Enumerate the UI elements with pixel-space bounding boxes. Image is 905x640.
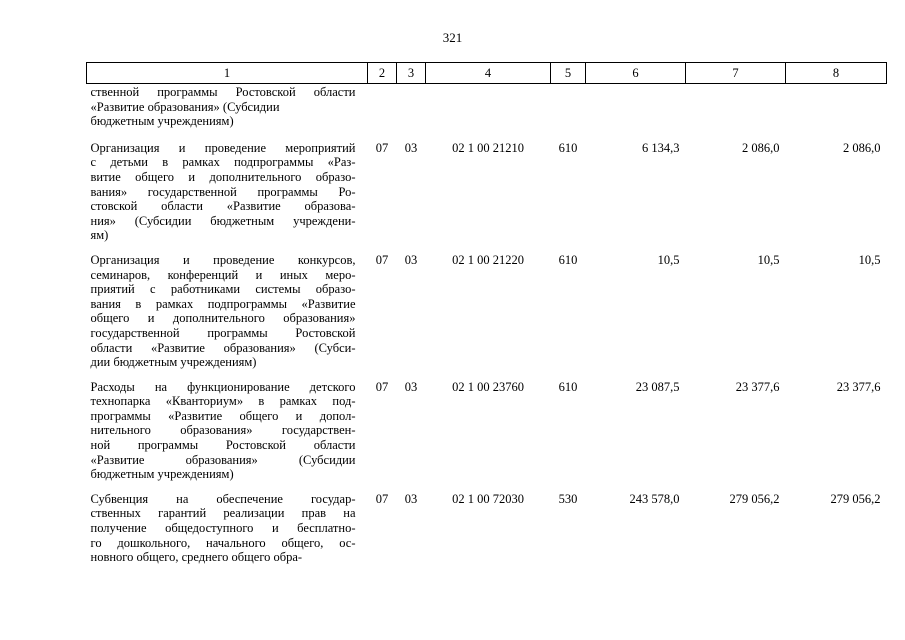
header-col-6: 6 (586, 63, 686, 84)
row-description: Расходы на функционирование детского технопарка «Кванториум» в рамках под- программы «Развитие общего и допол- нительного образования» государствен- ной программы Ростовской области «Развитие образования» (Субсидии бюджетным учреждениям) (90, 379, 356, 482)
row-description: Субвенция на обеспечение государ- ственных гарантий реализации прав на получение общедоступного и бесплатно- го дошкольного, начального общего, ос- новного общего, среднего общего обра- (90, 491, 356, 565)
header-col-7: 7 (686, 63, 786, 84)
page-number: 321 (442, 30, 463, 45)
row-amount-year2: 2 086,0 (742, 140, 780, 155)
row-subsection: 03 (404, 252, 418, 267)
row-expense-type: 610 (558, 140, 578, 155)
row-subsection (397, 84, 426, 141)
table-row (87, 84, 887, 141)
row-subsection: 03 (404, 140, 418, 155)
row-expense-type: 610 (558, 379, 578, 394)
row-target-article: 02 1 00 23760 (452, 379, 524, 394)
row-target-article: 02 1 00 21220 (452, 252, 524, 267)
row-section: 07 (375, 140, 389, 155)
row-amount-year1: 23 087,5 (635, 379, 680, 394)
row-amount-year3: 2 086,0 (843, 140, 881, 155)
header-row (87, 63, 887, 84)
row-section: 07 (375, 379, 389, 394)
row-amount-year2 (686, 84, 786, 141)
row-section (368, 84, 397, 141)
row-amount-year3 (786, 84, 887, 141)
table-row (87, 380, 887, 492)
table-row (87, 253, 887, 380)
row-amount-year1: 243 578,0 (629, 491, 680, 506)
row-amount-year1: 10,5 (657, 252, 680, 267)
row-amount-year3: 23 377,6 (836, 379, 881, 394)
row-target-article: 02 1 00 72030 (452, 491, 524, 506)
row-target-article: 02 1 00 21210 (452, 140, 524, 155)
row-section: 07 (375, 491, 389, 506)
row-amount-year1 (586, 84, 686, 141)
row-expense-type (551, 84, 586, 141)
row-expense-type: 610 (558, 252, 578, 267)
row-amount-year1: 6 134,3 (642, 140, 680, 155)
row-target-article (426, 84, 551, 141)
row-description: Организация и проведение мероприятий с детьми в рамках подпрограммы «Раз- витие общего и дополнительного образо- вания» государственной программы Ро- стовской области «Развитие образова- ния» (Субсидии бюджетным учреждени- ям) (90, 140, 356, 243)
header-col-2: 2 (368, 63, 397, 84)
table-row (87, 492, 887, 575)
row-amount-year3: 10,5 (858, 252, 881, 267)
row-section: 07 (375, 252, 389, 267)
header-col-1: 1 (87, 63, 368, 84)
row-amount-year2: 10,5 (757, 252, 780, 267)
table-row (87, 141, 887, 253)
header-col-8: 8 (786, 63, 887, 84)
row-subsection: 03 (404, 379, 418, 394)
row-subsection: 03 (404, 491, 418, 506)
row-expense-type: 530 (558, 491, 578, 506)
header-col-3: 3 (397, 63, 426, 84)
row-amount-year3: 279 056,2 (830, 491, 881, 506)
row-amount-year2: 23 377,6 (735, 379, 780, 394)
budget-table (86, 62, 887, 575)
row-amount-year2: 279 056,2 (729, 491, 780, 506)
row-description: Организация и проведение конкурсов, семинаров, конференций и иных меро- приятий с работниками системы образо- вания в рамках подпрограммы «Развитие общего и дополнительного образования» государственной программы Ростовской области «Развитие образования» (Субси- дии бюджетным учреждениям) (90, 252, 356, 370)
header-col-5: 5 (551, 63, 586, 84)
row-description: ственной программы Ростовской области «Развитие образования» (Субсидии бюджетным учреждениям) (90, 85, 356, 129)
header-col-4: 4 (426, 63, 551, 84)
